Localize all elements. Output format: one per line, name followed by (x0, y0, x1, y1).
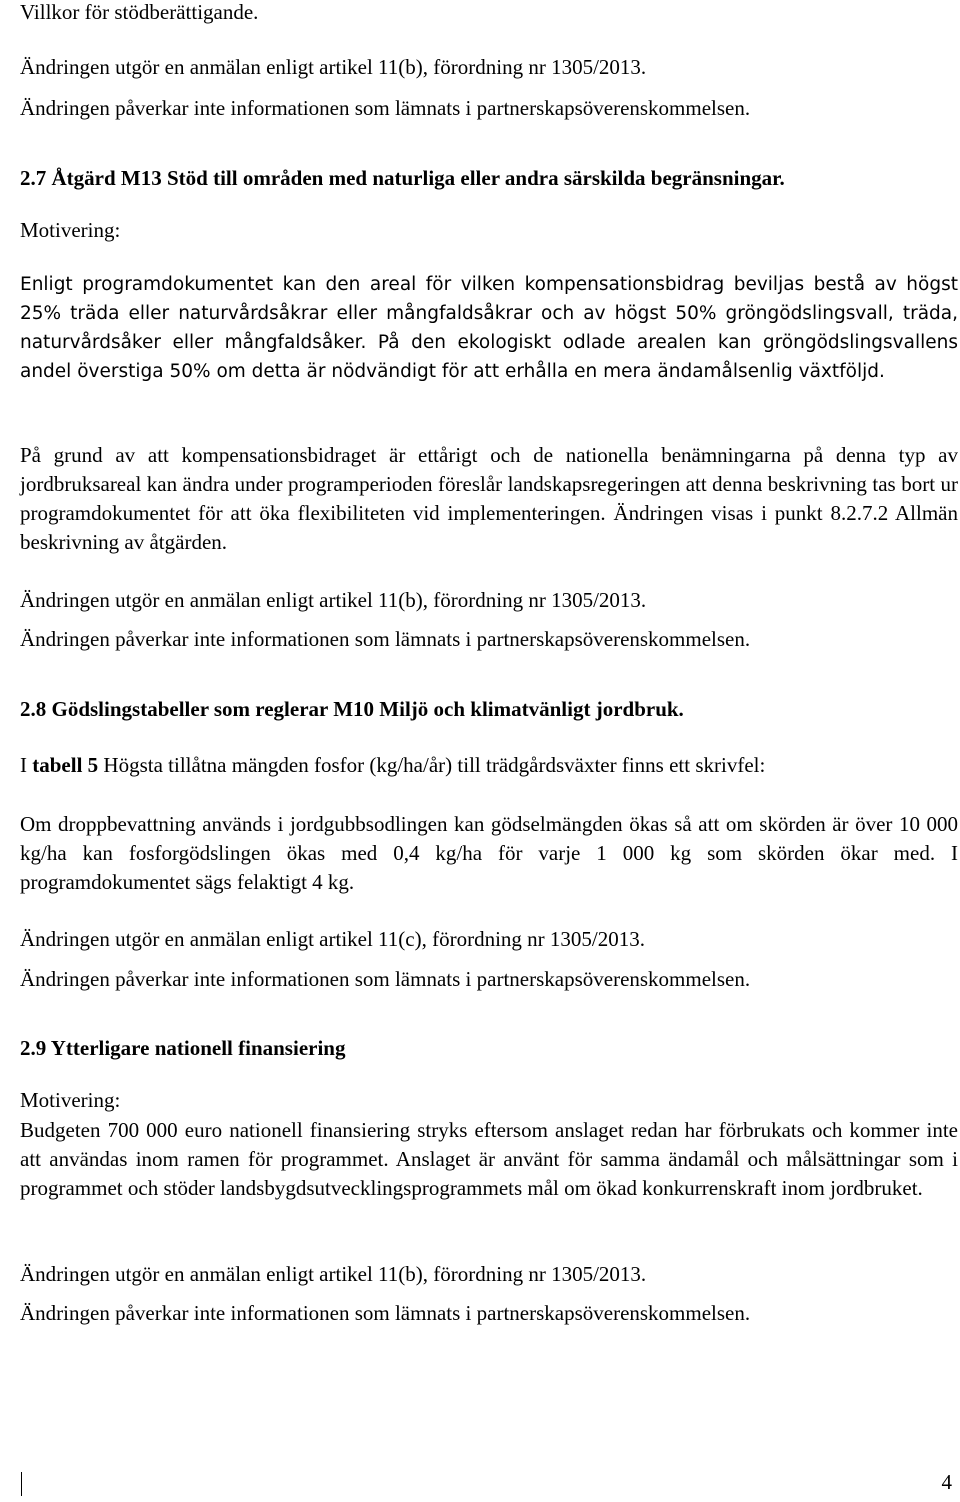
notice-line: Ändringen utgör en anmälan enligt artikel 11(c), förordning nr 1305/2013. (20, 927, 645, 951)
paragraph-drip-irrigation: Om droppbevattning används i jordgubbsodlingen kan gödselmängden ökas så att om skörden är över 10 000 kg/ha kan fosforgödslingen ökas med 0,4 kg/ha för varje 1 000 kg som skörden ökar med. I programdokumentet sägs felaktigt 4 kg. (20, 812, 958, 894)
paragraph-flexibility: På grund av att kompensationsbidraget är ettårigt och de nationella benämningarna på denna typ av jordbruksareal kan ändra under programperioden föreslår landskapsregeringen att denna beskrivning tas bort ur programdokumentet för att öka flexibiliteten vid implementeringen. Ändringen visas i punkt 8.2.7.2 Allmän beskrivning av åtgärden. (20, 443, 958, 554)
intro-prefix: I (20, 753, 33, 777)
section-heading-2-9: 2.9 Ytterligare nationell finansiering (20, 1036, 346, 1060)
table-error-intro (20, 753, 765, 777)
notice-line: Ändringen utgör en anmälan enligt artikel 11(b), förordning nr 1305/2013. (20, 1262, 647, 1286)
section-heading-2-7: 2.7 Åtgärd M13 Stöd till områden med naturliga eller andra särskilda begränsningar. (20, 166, 785, 190)
intro-suffix: Högsta tillåtna mängden fosfor (kg/ha/år) till trädgårdsväxter finns ett skrivfel: (98, 753, 766, 777)
notice-line: Ändringen utgör en anmälan enligt artikel 11(b), förordning nr 1305/2013. (20, 588, 647, 612)
conditions-line: Villkor för stödberättigande. (20, 0, 259, 24)
effect-line: Ändringen påverkar inte informationen som lämnats i partnerskapsöverenskommelsen. (20, 967, 751, 991)
table-reference: tabell 5 (32, 753, 99, 777)
effect-line: Ändringen påverkar inte informationen som lämnats i partnerskapsöverenskommelsen. (20, 96, 751, 120)
effect-line: Ändringen påverkar inte informationen som lämnats i partnerskapsöverenskommelsen. (20, 1301, 751, 1325)
footer-change-bar (21, 1472, 22, 1496)
paragraph-area-limits: Enligt programdokumentet kan den areal för vilken kompensationsbidrag beviljas bestå av högst 25% träda eller naturvårdsåkrar eller mångfaldsåkrar och av högst 50% gröngödslingsvall, träda, naturvårdsåker eller mångfaldsåker. På den ekologiskt odlade arealen kan gröngödslingsvallens andel överstiga 50% om detta är nödvändigt för att erhålla en mera ändamålsenlig växtföljd. (20, 274, 958, 382)
paragraph-national-funding: Budgeten 700 000 euro nationell finansiering stryks eftersom anslaget redan har förbrukats och kommer inte att användas inom ramen för programmet. Anslaget är använt för samma ändamål och målsättningar som i programmet och stöder landsbygdsutvecklingsprogrammets mål om ökad konkurrenskraft inom jordbruket. (20, 1118, 958, 1200)
section-heading-2-8: 2.8 Gödslingstabeller som reglerar M10 Miljö och klimatvänligt jordbruk. (20, 697, 684, 721)
notice-line: Ändringen utgör en anmälan enligt artikel 11(b), förordning nr 1305/2013. (20, 55, 647, 79)
page-number: 4 (941, 1470, 952, 1494)
motivation-label: Motivering: (20, 1088, 121, 1112)
effect-line: Ändringen påverkar inte informationen som lämnats i partnerskapsöverenskommelsen. (20, 627, 751, 651)
motivation-label: Motivering: (20, 218, 121, 242)
